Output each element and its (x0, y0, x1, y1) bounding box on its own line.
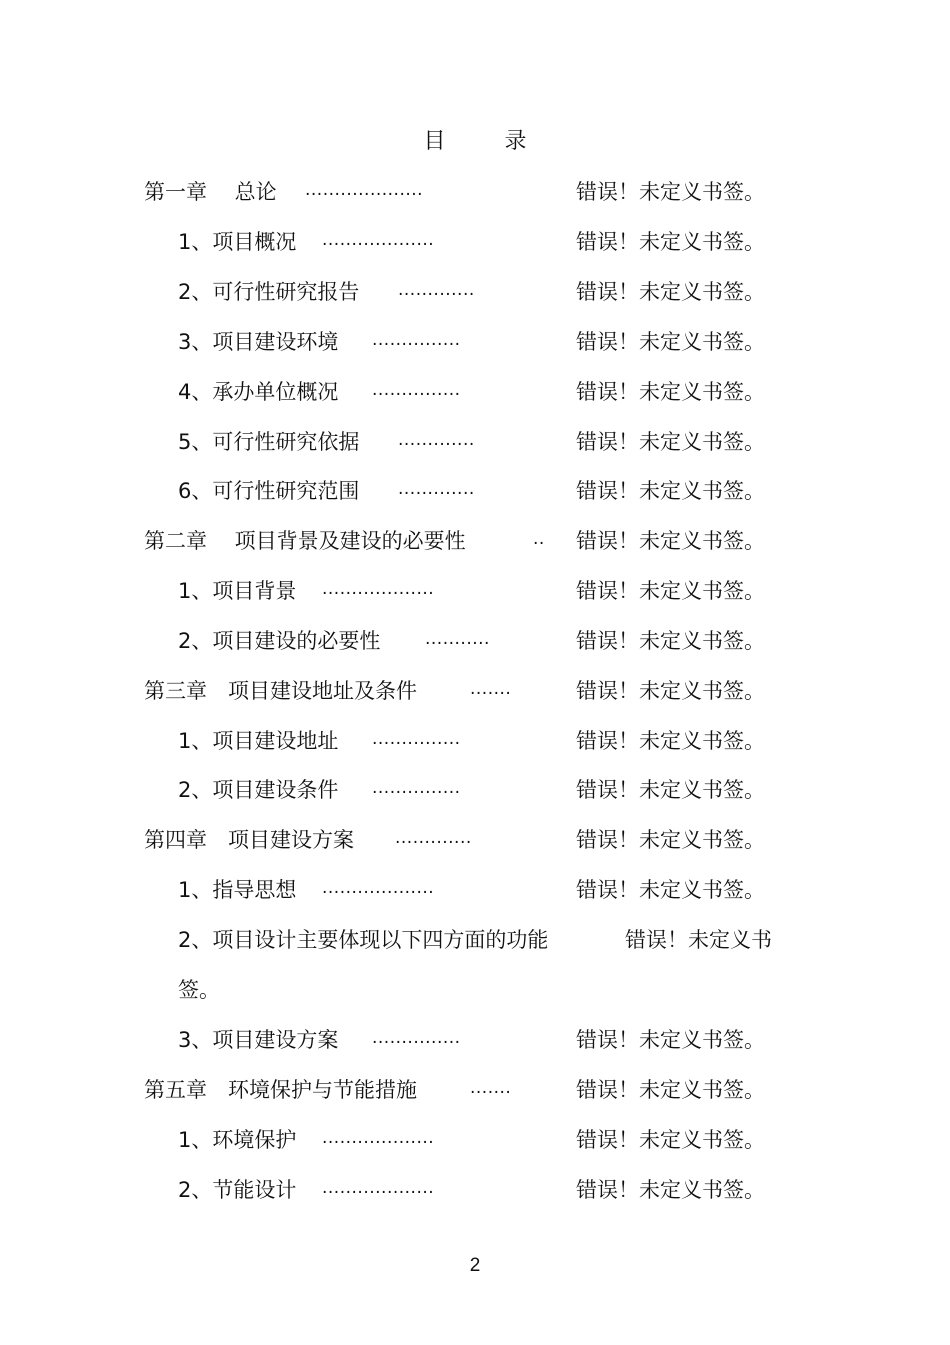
toc-leader-dots: ................... (322, 1128, 435, 1148)
toc-entry-label: 第五章 环境保护与节能措施 (144, 1078, 417, 1102)
toc-entry[interactable] (0, 427, 950, 457)
toc-entry[interactable] (0, 726, 950, 756)
page-number: 2 (469, 1255, 481, 1276)
toc-leader-dots: ............... (372, 380, 461, 400)
toc-error-text: 错误！未定义书签。 (576, 330, 765, 354)
toc-error-text: 错误！未定义书签。 (576, 1028, 765, 1052)
toc-leader-dots: ................... (322, 579, 435, 599)
toc-entry-chapter-3[interactable] (0, 676, 950, 706)
toc-entry[interactable] (0, 227, 950, 257)
toc-error-text: 错误！未定义书签。 (576, 579, 765, 603)
toc-entry[interactable] (0, 377, 950, 407)
toc-error-text: 错误！未定义书签。 (576, 1178, 765, 1202)
toc-error-text: 错误！未定义书签。 (576, 729, 765, 753)
toc-entry-label: 3、项目建设方案 (178, 1028, 339, 1052)
toc-entry-label: 1、环境保护 (178, 1128, 297, 1152)
toc-entry[interactable] (0, 875, 950, 905)
toc-entry[interactable] (0, 476, 950, 506)
toc-entry-label: 4、承办单位概况 (178, 380, 339, 404)
toc-entry-label: 1、指导思想 (178, 878, 297, 902)
toc-entry[interactable] (0, 576, 950, 606)
toc-leader-dots: ............. (398, 479, 475, 499)
toc-entry-label: 6、可行性研究范围 (178, 479, 360, 503)
toc-leader-dots: ............. (398, 430, 475, 450)
toc-entry[interactable] (0, 626, 950, 656)
toc-entry-label: 5、可行性研究依据 (178, 430, 360, 454)
toc-entry-label: 1、项目建设地址 (178, 729, 339, 753)
toc-entry-chapter-4[interactable] (0, 825, 950, 855)
toc-leader-dots: ............... (372, 729, 461, 749)
toc-error-text: 错误！未定义书签。 (576, 230, 765, 254)
toc-leader-dots: ............... (372, 1028, 461, 1048)
toc-error-text: 错误！未定义书 (625, 928, 772, 952)
toc-entry-wrapped[interactable] (0, 925, 950, 955)
toc-entry-chapter-1[interactable] (0, 177, 950, 207)
toc-entry[interactable] (0, 277, 950, 307)
toc-entry-label: 3、项目建设环境 (178, 330, 339, 354)
toc-entry-label: 2、项目建设条件 (178, 778, 339, 802)
toc-entry-label: 2、可行性研究报告 (178, 280, 360, 304)
toc-error-text: 错误！未定义书签。 (576, 679, 765, 703)
toc-error-text: 错误！未定义书签。 (576, 430, 765, 454)
toc-entry-label: 2、项目建设的必要性 (178, 629, 381, 653)
toc-error-text: 错误！未定义书签。 (576, 280, 765, 304)
toc-error-text: 错误！未定义书签。 (576, 1128, 765, 1152)
toc-error-text: 错误！未定义书签。 (576, 479, 765, 503)
toc-error-text: 错误！未定义书签。 (576, 529, 765, 553)
toc-error-text: 错误！未定义书签。 (576, 180, 765, 204)
toc-leader-dots: ....... (470, 679, 512, 699)
toc-entry-label: 第三章 项目建设地址及条件 (144, 679, 417, 703)
toc-entry-label: 2、项目设计主要体现以下四方面的功能 (178, 928, 549, 952)
toc-entry-chapter-2[interactable] (0, 526, 950, 556)
toc-entry[interactable] (0, 775, 950, 805)
toc-leader-dots: ............... (372, 778, 461, 798)
toc-leader-dots: .................... (305, 180, 424, 200)
toc-leader-dots: ................... (322, 878, 435, 898)
toc-entry-label: 1、项目概况 (178, 230, 297, 254)
toc-leader-dots: .. (533, 529, 545, 549)
toc-error-text: 错误！未定义书签。 (576, 380, 765, 404)
toc-leader-dots: ....... (470, 1078, 512, 1098)
toc-error-text: 错误！未定义书签。 (576, 778, 765, 802)
toc-leader-dots: ............... (372, 330, 461, 350)
toc-leader-dots: ............. (398, 280, 475, 300)
toc-error-text: 错误！未定义书签。 (576, 828, 765, 852)
toc-entry-label: 第二章 项目背景及建设的必要性 (144, 529, 466, 553)
toc-entry-label: 2、节能设计 (178, 1178, 297, 1202)
toc-error-text: 错误！未定义书签。 (576, 1078, 765, 1102)
toc-entry[interactable] (0, 327, 950, 357)
toc-error-text: 错误！未定义书签。 (576, 878, 765, 902)
toc-entry-label: 第一章 总论 (144, 180, 277, 204)
toc-leader-dots: ................... (322, 1178, 435, 1198)
toc-error-text: 错误！未定义书签。 (576, 629, 765, 653)
toc-entry-continuation: 签。 (178, 978, 220, 1002)
toc-entry-label: 第四章 项目建设方案 (144, 828, 354, 852)
toc-leader-dots: ............. (395, 828, 472, 848)
toc-entry-label: 1、项目背景 (178, 579, 297, 603)
toc-leader-dots: ................... (322, 230, 435, 250)
toc-leader-dots: ........... (425, 629, 490, 649)
toc-entry[interactable] (0, 1175, 950, 1205)
toc-entry[interactable] (0, 1125, 950, 1155)
toc-entry-chapter-5[interactable] (0, 1075, 950, 1105)
toc-title: 目 录 (423, 129, 553, 154)
toc-entry[interactable] (0, 1025, 950, 1055)
